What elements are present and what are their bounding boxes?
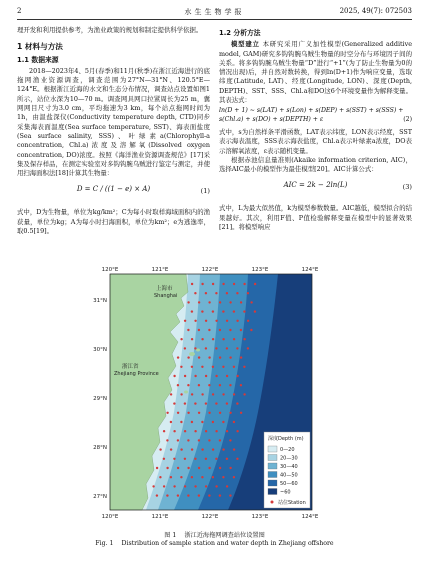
station-marker [240, 412, 242, 414]
subsection-heading-data: 1.1 数据来源 [17, 55, 59, 64]
station-marker [187, 301, 189, 303]
station-marker [226, 347, 228, 349]
station-marker [177, 494, 179, 496]
station-marker [226, 292, 228, 294]
station-marker [254, 283, 256, 285]
station-marker [173, 458, 175, 460]
station-marker [205, 375, 207, 377]
station-marker [240, 329, 242, 331]
station-marker [194, 430, 196, 432]
station-marker [205, 292, 207, 294]
station-marker [173, 402, 175, 404]
station-marker [201, 393, 203, 395]
legend-swatch [268, 446, 277, 452]
legend-label: 20—30 [280, 455, 298, 462]
left-column [17, 26, 210, 236]
equation-3-body: AIC = 2k − 2ln(L) [283, 181, 348, 190]
station-marker [254, 310, 256, 312]
station-marker [194, 347, 196, 349]
station-marker [201, 283, 203, 285]
figure-number-en: Fig. 1 [95, 540, 114, 547]
station-marker [180, 476, 182, 478]
station-marker [205, 402, 207, 404]
lat-label: 27°N [93, 494, 107, 500]
station-marker [229, 494, 231, 496]
station-marker [226, 485, 228, 487]
lon-label-bottom: 124°E [301, 514, 319, 520]
station-marker [194, 458, 196, 460]
station-marker [215, 320, 217, 322]
station-marker [198, 412, 200, 414]
station-marker [243, 338, 245, 340]
station-marker [236, 292, 238, 294]
intro-text: 理开发和利用提供参考，为渔业政策的规划和制定提供科学依据。 [17, 26, 203, 34]
gam-formula-body: ln(D + 1) ~ s(LAT) + s(Lon) + s(DEP) + s(SST) + s(SSS) + s(Chl.a) + s(DO) + s(DEPTH) + ε [219, 107, 404, 124]
station-marker [229, 439, 231, 441]
zhejiang-en-label: Zhejiang Province [114, 371, 159, 377]
station-marker [222, 476, 224, 478]
station-marker [233, 338, 235, 340]
station-marker [170, 476, 172, 478]
legend-swatch [268, 480, 277, 486]
station-marker [187, 467, 189, 469]
journal-title: 水生生物学报 [184, 8, 245, 16]
station-marker [205, 320, 207, 322]
section-heading-materials: 1 材料与方法 [17, 42, 63, 52]
shanghai-en-label: Shanghai [154, 293, 178, 299]
station-marker [191, 310, 193, 312]
station-marker [236, 458, 238, 460]
model-paragraph [219, 40, 412, 105]
station-marker [201, 338, 203, 340]
figure-caption-zh [17, 530, 412, 539]
legend-label: 0—20 [280, 447, 295, 453]
station-marker [177, 467, 179, 469]
station-marker [201, 366, 203, 368]
station-marker [205, 347, 207, 349]
station-marker [212, 338, 214, 340]
right-column [219, 26, 412, 232]
lon-label-bottom: 121°E [151, 514, 169, 520]
station-marker [229, 356, 231, 358]
station-marker [233, 283, 235, 285]
station-marker [170, 393, 172, 395]
equation-1-body: D = C / ((1 − e) × A) [76, 185, 151, 194]
gam-formula-number: (2) [403, 116, 412, 124]
station-marker [229, 301, 231, 303]
station-marker [198, 356, 200, 358]
station-marker [201, 421, 203, 423]
station-marker [184, 430, 186, 432]
station-marker [173, 430, 175, 432]
station-marker [198, 467, 200, 469]
station-marker [170, 448, 172, 450]
station-marker [219, 384, 221, 386]
lon-label-bottom: 120°E [101, 514, 119, 520]
aic-intro: 根据赤池信息量准则(Akaike information criterion, AIC)，选择AIC最小的模型作为最佳模型[20]。AIC计算公式： [219, 155, 412, 174]
station-marker [205, 458, 207, 460]
island [184, 391, 188, 394]
station-marker [184, 458, 186, 460]
station-marker [250, 329, 252, 331]
gam-explanation: 式中，s为自然样条平滑函数，LAT表示纬度，LON表示经度，SST表示海表温度，SSS表示海表盐度，Chl.a表示叶绿素a浓度，DO表示溶解氧浓度，ε表示随机变量。 [219, 127, 412, 155]
station-marker [226, 320, 228, 322]
station-marker [219, 329, 221, 331]
station-marker [219, 301, 221, 303]
station-marker [219, 356, 221, 358]
station-marker [215, 375, 217, 377]
legend-label: ~60 [280, 489, 291, 496]
station-marker [191, 448, 193, 450]
station-marker [180, 421, 182, 423]
aic-explanation: 式中，L为最大似然值，k为模型参数数量。AIC越低，模型拟合的结果越好。其次，利用F值、P值检验解释变量在模型中的显著效果[21]。将模型响应 [219, 204, 412, 232]
lon-label-top: 123°E [251, 267, 269, 273]
station-marker [198, 384, 200, 386]
island [189, 352, 195, 356]
station-marker [156, 467, 158, 469]
station-marker [215, 347, 217, 349]
model-title: 模型建立 [231, 40, 260, 49]
legend-swatch [268, 489, 277, 495]
station-marker [243, 283, 245, 285]
station-marker [152, 485, 154, 487]
station-marker [208, 329, 210, 331]
station-marker [247, 347, 249, 349]
lon-label-bottom: 122°E [201, 514, 219, 520]
station-marker [184, 375, 186, 377]
lon-label-top: 121°E [151, 267, 169, 273]
lat-label: 28°N [93, 445, 107, 451]
legend-label: 40—50 [280, 472, 298, 479]
running-header [17, 7, 412, 19]
figure-title-en: Distribution of sample station and water depth in Zhejiang offshore [121, 540, 334, 547]
station-marker [222, 338, 224, 340]
station-marker [159, 448, 161, 450]
station-marker [163, 485, 165, 487]
station-marker [191, 338, 193, 340]
station-marker [187, 384, 189, 386]
station-marker [166, 494, 168, 496]
station-marker [226, 458, 228, 460]
station-marker [222, 448, 224, 450]
station-marker [198, 301, 200, 303]
station-marker [233, 421, 235, 423]
station-marker [208, 384, 210, 386]
station-map [88, 262, 336, 524]
station-marker [191, 283, 193, 285]
figure-caption-en [17, 540, 412, 547]
legend-station-label: 站位Station [278, 500, 306, 506]
page-number: 2 [17, 7, 22, 15]
volume-info: 2025, 49(7): 072503 [339, 7, 412, 15]
station-marker [205, 485, 207, 487]
station-marker [240, 301, 242, 303]
station-marker [201, 310, 203, 312]
station-marker [194, 375, 196, 377]
station-marker [222, 421, 224, 423]
station-marker [194, 320, 196, 322]
lon-label-top: 122°E [201, 267, 219, 273]
station-marker [212, 310, 214, 312]
station-marker [233, 448, 235, 450]
station-marker [187, 439, 189, 441]
station-marker [219, 494, 221, 496]
station-marker [240, 384, 242, 386]
station-marker [180, 393, 182, 395]
station-marker [184, 402, 186, 404]
station-marker [222, 283, 224, 285]
subsection-heading-methods: 1.2 分析方法 [219, 29, 261, 37]
station-marker [212, 476, 214, 478]
station-marker [212, 366, 214, 368]
station-marker [219, 412, 221, 414]
station-marker [226, 375, 228, 377]
shanghai-zh-label: 上海市 [156, 286, 173, 292]
station-marker [212, 283, 214, 285]
station-marker [215, 292, 217, 294]
station-marker [191, 366, 193, 368]
station-marker [236, 375, 238, 377]
legend-label: 30—40 [280, 464, 298, 470]
station-marker [229, 384, 231, 386]
station-marker [180, 366, 182, 368]
station-marker [208, 412, 210, 414]
station-marker [163, 430, 165, 432]
station-marker [184, 485, 186, 487]
station-marker [184, 347, 186, 349]
lat-label: 29°N [93, 396, 107, 402]
legend-swatch [268, 472, 277, 478]
station-marker [243, 366, 245, 368]
station-marker [233, 476, 235, 478]
equation-1-number: (1) [200, 187, 210, 196]
station-marker [219, 467, 221, 469]
station-marker [187, 412, 189, 414]
station-marker [222, 393, 224, 395]
station-marker [180, 338, 182, 340]
station-marker [187, 329, 189, 331]
station-marker [191, 476, 193, 478]
equation-3 [219, 178, 412, 200]
station-marker [212, 421, 214, 423]
station-marker [229, 329, 231, 331]
station-marker [163, 458, 165, 460]
station-marker [177, 439, 179, 441]
depth-legend [264, 432, 310, 508]
station-marker [173, 485, 175, 487]
equation-1-explanation: 式中，D为生物量，单位为kg/km²；C为每小时取样海域面积内的渔获量，单位为kg；A为每小时扫海面积，单位为km²；e为逃逸率，取0.5[19]。 [17, 208, 210, 236]
station-marker [201, 476, 203, 478]
station-marker [236, 320, 238, 322]
station-marker [205, 430, 207, 432]
station-marker [243, 393, 245, 395]
station-marker [198, 494, 200, 496]
lat-label: 31°N [93, 298, 107, 304]
station-marker [226, 402, 228, 404]
station-marker [191, 421, 193, 423]
station-marker [194, 292, 196, 294]
station-marker [215, 485, 217, 487]
lon-label-bottom: 123°E [251, 514, 269, 520]
legend-swatch [268, 463, 277, 469]
station-marker [247, 320, 249, 322]
lon-label-top: 120°E [101, 267, 119, 273]
legend-label: 50—60 [280, 481, 298, 487]
station-marker [173, 375, 175, 377]
station-marker [212, 393, 214, 395]
station-marker [219, 439, 221, 441]
station-marker [191, 393, 193, 395]
zhejiang-zh-label: 浙江省 [122, 364, 139, 370]
station-marker [208, 356, 210, 358]
header-rule [17, 19, 412, 20]
station-marker [194, 485, 196, 487]
station-marker [156, 494, 158, 496]
legend-box [264, 432, 310, 508]
island [196, 349, 200, 352]
station-marker [215, 430, 217, 432]
station-marker [215, 458, 217, 460]
station-marker [215, 402, 217, 404]
station-marker [212, 448, 214, 450]
station-marker [233, 366, 235, 368]
station-marker [180, 448, 182, 450]
station-marker [177, 384, 179, 386]
gam-formula [219, 107, 412, 125]
station-marker [208, 301, 210, 303]
station-marker [159, 476, 161, 478]
station-marker [208, 494, 210, 496]
station-marker [166, 467, 168, 469]
station-marker [226, 430, 228, 432]
station-marker [170, 421, 172, 423]
station-marker [247, 292, 249, 294]
station-marker [177, 356, 179, 358]
lat-label: 30°N [93, 347, 107, 353]
station-marker [184, 320, 186, 322]
station-marker [198, 439, 200, 441]
legend-station-marker [271, 501, 274, 504]
station-marker [187, 356, 189, 358]
figure-number-zh: 图 1 [164, 532, 177, 539]
station-marker [236, 430, 238, 432]
station-marker [222, 310, 224, 312]
station-marker [233, 393, 235, 395]
station-marker [208, 439, 210, 441]
model-text: 本研究采用广义加性模型(Generalized additive model, GAM)研究多钩钩腕乌贼生物量的时空分布与环境因子间的关系。将多钩钩腕乌贼生物量“D”进行“+1”(为了防止生物量为0的情况出现)后，并自然对数转换，得到ln(D+1)作为响应变量，选取纬度(Latitude, LAT)、经度(Longitude, LON)、深度(Depth, DEPTH)、SST、SSS、Chl.a和DO这6个环境变量作为解释变量。其表达式： [219, 40, 412, 105]
station-marker [243, 310, 245, 312]
station-marker [187, 494, 189, 496]
lon-label-top: 124°E [301, 267, 319, 273]
station-marker [208, 467, 210, 469]
station-marker [229, 412, 231, 414]
data-source-paragraph: 2018—2023年4、5月(春季)和11月(秋季)在浙江近海进行的底拖网渔业资源调查，调查范围为27°N—31°N、120.5°E—124°E。根据浙江近海的水文和生态分布情况，调查站点设置如图1所示，站位水深为10—70 m。调查网具网口拉紧周长为25 m，囊网网目尺寸为3.0 cm，平均拖速为3 km，每个站点拖网时间为1h，由温盐深仪(Conductivity temperature depth, CTD)同步采集海表面温度(Sea surface temperature, SST)、海表面盐度(Sea surface salinity, SSS)、叶绿素a(Chlorophyll-a concentration, Chl.a)浓度及溶解氧(Dissolved oxygen concentration, DO)浓度。按照《海洋渔业资源调查规范》[17]采集及保存样品，在测定实验室对多钩钩腕乌贼进行鉴定与测定，并使用扫海面积法[18]计算其生物量： [17, 66, 210, 178]
station-marker [166, 439, 168, 441]
equation-3-number: (3) [402, 183, 412, 192]
station-marker [198, 329, 200, 331]
station-marker [236, 347, 238, 349]
station-marker [229, 467, 231, 469]
legend-swatch [268, 455, 277, 461]
station-marker [166, 412, 168, 414]
legend-title: 深度Depth (m) [268, 436, 304, 442]
equation-1 [17, 182, 210, 204]
station-marker [250, 301, 252, 303]
station-marker [201, 448, 203, 450]
station-marker [236, 402, 238, 404]
station-marker [177, 412, 179, 414]
station-marker [222, 366, 224, 368]
figure-title-zh: 浙江近海拖网调查站位设置图 [184, 532, 265, 539]
station-marker [194, 402, 196, 404]
station-marker [233, 310, 235, 312]
station-marker [240, 356, 242, 358]
